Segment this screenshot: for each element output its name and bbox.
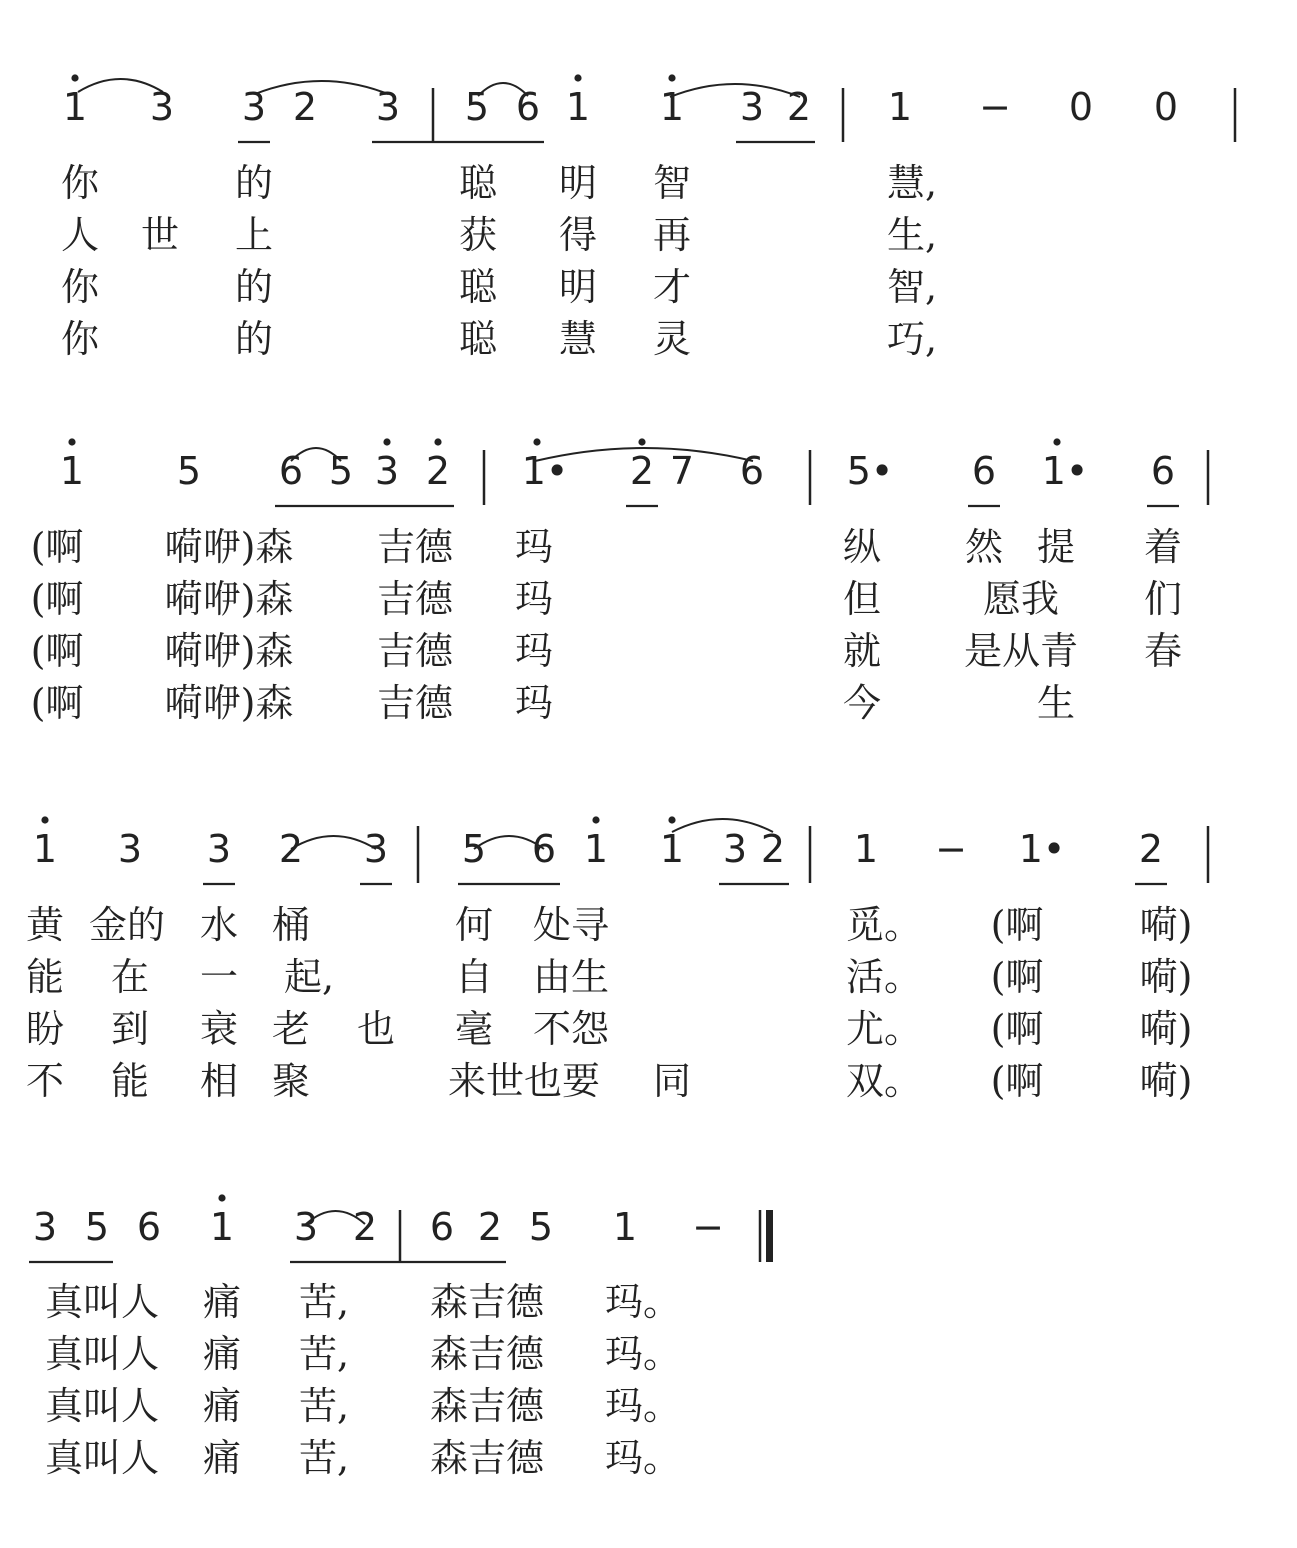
lyric-syllable: 明 xyxy=(558,161,598,205)
lyric-syllable: 黄 xyxy=(25,903,65,947)
lyric-syllable: 衰 xyxy=(199,1007,239,1051)
lyric-syllable: 就 xyxy=(842,629,882,673)
lyric-syllable: 嗬咿)森 xyxy=(164,681,294,725)
lyric-syllable: 聚 xyxy=(271,1059,311,1103)
lyric-syllable: 聪 xyxy=(458,317,498,361)
lyric-syllable: 智 xyxy=(652,161,692,205)
lyric-syllable: 觅。 xyxy=(845,903,923,947)
high-octave-dot xyxy=(1053,438,1060,445)
lyric-syllable: 自 xyxy=(454,955,494,999)
note: 3 xyxy=(374,449,400,493)
note: 1 xyxy=(62,85,88,129)
lyric-syllable: 吉德 xyxy=(376,577,454,621)
lyric-syllable: 吉德 xyxy=(376,629,454,673)
lyric-syllable: 玛。 xyxy=(604,1280,682,1324)
note: 2 xyxy=(1138,827,1164,871)
lyric-syllable: 痛 xyxy=(202,1436,242,1480)
lyric-syllable: 春 xyxy=(1143,629,1183,673)
lyric-syllable: 灵 xyxy=(652,317,692,361)
lyric-syllable: 苦, xyxy=(298,1332,350,1376)
lyric-syllable: 来世也要 xyxy=(447,1059,601,1103)
lyric-syllable: 是从青 xyxy=(963,629,1079,673)
high-octave-dot xyxy=(68,438,75,445)
lyric-syllable: 提 xyxy=(1036,525,1076,569)
lyric-syllable: 真叫人 xyxy=(44,1280,160,1324)
lyric-syllable: 双。 xyxy=(845,1059,923,1103)
lyric-syllable: 获 xyxy=(458,213,498,257)
lyric-syllable: 玛 xyxy=(514,577,554,621)
lyric-syllable: 生 xyxy=(1036,681,1076,725)
lyric-syllable: 慧, xyxy=(886,161,938,205)
lyric-syllable: 得 xyxy=(558,213,598,257)
note: 2 xyxy=(629,449,655,493)
lyric-syllable: 一 xyxy=(199,955,239,999)
high-octave-dot xyxy=(668,816,675,823)
lyric-syllable: 痛 xyxy=(202,1332,242,1376)
lyric-syllable: 聪 xyxy=(458,161,498,205)
note: 5 xyxy=(461,827,487,871)
lyric-syllable: 你 xyxy=(60,161,100,205)
lyric-syllable: 真叫人 xyxy=(44,1332,160,1376)
lyric-syllable: 桶 xyxy=(271,903,311,947)
high-octave-dot xyxy=(638,438,645,445)
note: 6 xyxy=(278,449,304,493)
lyric-syllable: 不怨 xyxy=(532,1007,610,1051)
lyric-syllable: 活。 xyxy=(845,955,923,999)
note: 3 xyxy=(32,1205,58,1249)
lyric-syllable: 吉德 xyxy=(376,681,454,725)
note: 3 xyxy=(363,827,389,871)
note: 3 xyxy=(149,85,175,129)
lyric-syllable: 智, xyxy=(886,265,938,309)
note: − xyxy=(935,827,967,871)
lyric-syllable: 玛。 xyxy=(604,1332,682,1376)
lyric-syllable: 玛。 xyxy=(604,1384,682,1428)
lyric-syllable: 着 xyxy=(1143,525,1183,569)
note: 5• xyxy=(846,449,894,493)
slur xyxy=(255,81,388,94)
note: − xyxy=(979,85,1011,129)
note: 3 xyxy=(739,85,765,129)
lyric-syllable: 玛 xyxy=(514,525,554,569)
lyric-syllable: 苦, xyxy=(298,1384,350,1428)
lyric-syllable: 到 xyxy=(110,1007,150,1051)
high-octave-dot xyxy=(218,1194,225,1201)
lyric-syllable: 森吉德 xyxy=(429,1280,545,1324)
note: − xyxy=(692,1205,724,1249)
lyric-syllable: 痛 xyxy=(202,1384,242,1428)
note: 2 xyxy=(425,449,451,493)
lyric-syllable: (啊 xyxy=(30,525,84,569)
lyric-syllable: 世 xyxy=(140,213,180,257)
lyric-syllable: 巧, xyxy=(886,317,938,361)
lyric-syllable: 起, xyxy=(283,955,335,999)
note: 1 xyxy=(612,1205,638,1249)
lyric-syllable: 但 xyxy=(842,577,882,621)
lyric-syllable: 玛 xyxy=(514,629,554,673)
lyric-syllable: 毫 xyxy=(454,1007,494,1051)
lyric-syllable: 今 xyxy=(842,681,882,725)
note: 1• xyxy=(521,449,569,493)
note: 3 xyxy=(241,85,267,129)
lyric-syllable: 纵 xyxy=(842,525,882,569)
note: 1• xyxy=(1041,449,1089,493)
note: 6 xyxy=(971,449,997,493)
system-4 xyxy=(29,1194,773,1480)
note: 6 xyxy=(429,1205,455,1249)
note: 6 xyxy=(1150,449,1176,493)
note: 1 xyxy=(583,827,609,871)
note: 6 xyxy=(739,449,765,493)
lyric-syllable: 何 xyxy=(454,903,494,947)
system-1 xyxy=(61,74,1235,361)
lyric-syllable: 嗬咿)森 xyxy=(164,629,294,673)
note: 2 xyxy=(786,85,812,129)
note: 1 xyxy=(887,85,913,129)
lyric-syllable: 处寻 xyxy=(532,903,610,947)
slur xyxy=(670,84,800,97)
lyric-syllable: 不 xyxy=(25,1059,65,1103)
lyric-syllable: 吉德 xyxy=(376,525,454,569)
lyric-syllable: 然 xyxy=(964,525,1004,569)
high-octave-dot xyxy=(668,74,675,81)
lyric-syllable: 痛 xyxy=(202,1280,242,1324)
lyric-syllable: 你 xyxy=(60,265,100,309)
high-octave-dot xyxy=(592,816,599,823)
note: 2 xyxy=(292,85,318,129)
note: 3 xyxy=(206,827,232,871)
lyric-syllable: 玛 xyxy=(514,681,554,725)
lyric-syllable: 嗬咿)森 xyxy=(164,577,294,621)
note: 6 xyxy=(136,1205,162,1249)
lyric-syllable: 才 xyxy=(652,265,692,309)
lyric-syllable: 上 xyxy=(234,213,274,257)
lyric-syllable: 的 xyxy=(234,265,274,309)
lyric-syllable: 慧 xyxy=(558,317,598,361)
note: 7 xyxy=(669,449,695,493)
note: 5 xyxy=(464,85,490,129)
note: 3 xyxy=(722,827,748,871)
note: 3 xyxy=(293,1205,319,1249)
lyric-syllable: 嗬) xyxy=(1139,955,1193,999)
note: 6 xyxy=(531,827,557,871)
high-octave-dot xyxy=(533,438,540,445)
lyric-syllable: 们 xyxy=(1143,577,1183,621)
note: 1 xyxy=(32,827,58,871)
lyric-syllable: 你 xyxy=(60,317,100,361)
lyric-syllable: 嗬) xyxy=(1139,1007,1193,1051)
note: 1 xyxy=(659,85,685,129)
lyric-syllable: 嗬) xyxy=(1139,1059,1193,1103)
note: 1 xyxy=(59,449,85,493)
system-2 xyxy=(31,438,1208,725)
lyric-syllable: 能 xyxy=(110,1059,150,1103)
note: 2 xyxy=(760,827,786,871)
lyric-syllable: 同 xyxy=(652,1059,692,1103)
lyric-syllable: 尤。 xyxy=(845,1007,923,1051)
lyric-syllable: (啊 xyxy=(30,629,84,673)
high-octave-dot xyxy=(71,74,78,81)
lyric-syllable: 再 xyxy=(652,213,692,257)
lyric-syllable: 苦, xyxy=(298,1280,350,1324)
note: 1 xyxy=(659,827,685,871)
note: 0 xyxy=(1153,85,1179,129)
lyric-syllable: 明 xyxy=(558,265,598,309)
lyric-syllable: 的 xyxy=(234,317,274,361)
lyric-syllable: 真叫人 xyxy=(44,1436,160,1480)
note: 0 xyxy=(1068,85,1094,129)
high-octave-dot xyxy=(434,438,441,445)
note: 1 xyxy=(565,85,591,129)
lyric-syllable: 金的 xyxy=(88,903,166,947)
lyric-syllable: 嗬咿)森 xyxy=(164,525,294,569)
lyric-syllable: 相 xyxy=(199,1059,239,1103)
note: 2 xyxy=(352,1205,378,1249)
note: 1 xyxy=(853,827,879,871)
lyric-syllable: (啊 xyxy=(30,681,84,725)
lyric-syllable: 在 xyxy=(110,955,150,999)
lyric-syllable: (啊 xyxy=(990,903,1044,947)
lyric-syllable: 也 xyxy=(356,1007,396,1051)
high-octave-dot xyxy=(383,438,390,445)
lyric-syllable: 森吉德 xyxy=(429,1384,545,1428)
lyric-syllable: 盼 xyxy=(25,1007,65,1051)
lyric-syllable: 玛。 xyxy=(604,1436,682,1480)
note: 5 xyxy=(328,449,354,493)
note: 5 xyxy=(84,1205,110,1249)
final-bar-thick xyxy=(766,1210,773,1262)
lyric-syllable: 的 xyxy=(234,161,274,205)
lyric-syllable: (啊 xyxy=(990,1059,1044,1103)
lyric-syllable: 愿我 xyxy=(982,577,1060,621)
lyric-syllable: 老 xyxy=(271,1007,311,1051)
lyric-syllable: 聪 xyxy=(458,265,498,309)
lyric-syllable: 人 xyxy=(60,213,100,257)
system-3 xyxy=(26,816,1208,1103)
lyric-syllable: 苦, xyxy=(298,1436,350,1480)
note: 5 xyxy=(528,1205,554,1249)
lyric-syllable: 真叫人 xyxy=(44,1384,160,1428)
lyric-syllable: 由生 xyxy=(532,955,610,999)
note: 5 xyxy=(176,449,202,493)
high-octave-dot xyxy=(574,74,581,81)
high-octave-dot xyxy=(41,816,48,823)
note: 3 xyxy=(375,85,401,129)
note: 2 xyxy=(477,1205,503,1249)
lyric-syllable: 水 xyxy=(199,903,239,947)
note: 3 xyxy=(117,827,143,871)
note: 2 xyxy=(278,827,304,871)
lyric-syllable: 森吉德 xyxy=(429,1332,545,1376)
note: 1• xyxy=(1018,827,1066,871)
lyric-syllable: (啊 xyxy=(30,577,84,621)
lyric-syllable: 生, xyxy=(886,213,938,257)
note: 6 xyxy=(515,85,541,129)
lyric-syllable: (啊 xyxy=(990,955,1044,999)
lyric-syllable: (啊 xyxy=(990,1007,1044,1051)
lyric-syllable: 森吉德 xyxy=(429,1436,545,1480)
note: 1 xyxy=(209,1205,235,1249)
lyric-syllable: 嗬) xyxy=(1139,903,1193,947)
lyric-syllable: 能 xyxy=(25,955,65,999)
